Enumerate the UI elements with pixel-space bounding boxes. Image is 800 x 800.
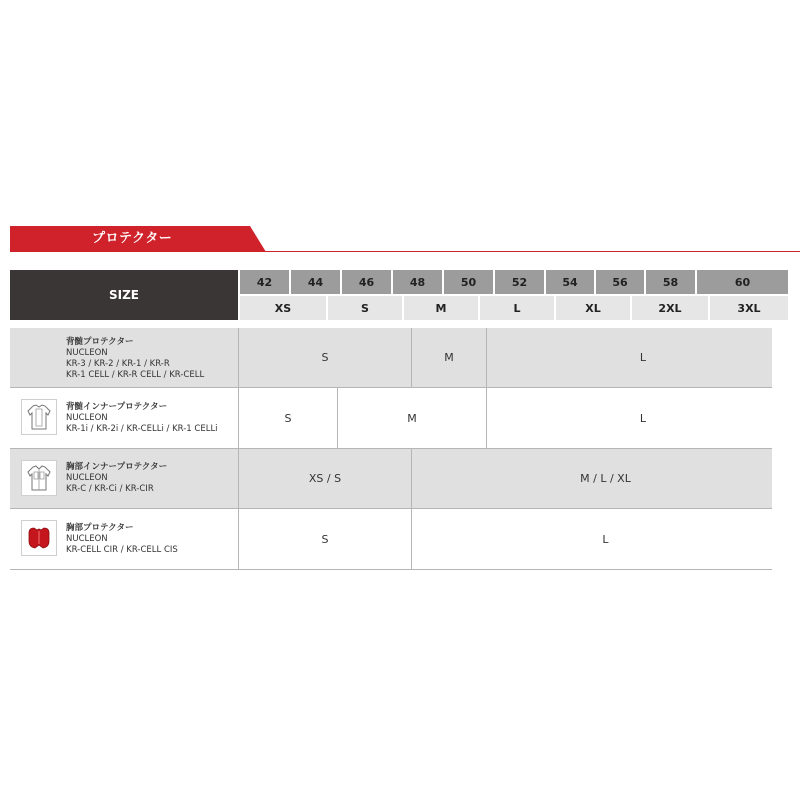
row-label: [66, 402, 218, 435]
size-letter-l: L: [480, 296, 554, 320]
row-divider: [10, 569, 772, 570]
table-row-back-protector: [10, 328, 772, 387]
size-number-58: 58: [646, 270, 695, 294]
size-value: M / L / XL: [580, 472, 631, 485]
size-value: XS / S: [308, 472, 342, 485]
model-line: NUCLEON: [66, 473, 108, 483]
size-letter-xl: XL: [556, 296, 630, 320]
chest-protector-icon: [21, 520, 57, 556]
size-header: SIZE: [10, 270, 238, 320]
protector-name: 背髄インナープロテクター: [66, 402, 168, 412]
size-value: S: [321, 351, 329, 364]
model-line: NUCLEON: [66, 534, 108, 544]
size-value: M: [407, 411, 417, 425]
size-value: S: [284, 411, 292, 425]
row-label: [66, 523, 178, 556]
size-value: L: [602, 532, 609, 546]
model-line: KR-C / KR-Ci / KR-CIR: [66, 484, 154, 494]
size-number-42: 42: [240, 270, 289, 294]
size-letter-xs: XS: [240, 296, 326, 320]
model-line: NUCLEON: [66, 413, 108, 423]
protector-name: 背髄プロテクター: [66, 337, 134, 347]
size-letter-s: S: [328, 296, 402, 320]
model-line: KR-1 CELL / KR-R CELL / KR-CELL: [66, 370, 205, 380]
size-value: M: [444, 351, 454, 364]
size-number-46: 46: [342, 270, 391, 294]
size-value: L: [639, 351, 647, 364]
table-row-chest-inner-protector: [10, 449, 772, 508]
size-letter-m: M: [404, 296, 478, 320]
model-line: NUCLEON: [66, 348, 108, 358]
jacket-back-icon: [21, 399, 57, 435]
model-line: KR-1i / KR-2i / KR-CELLi / KR-1 CELLi: [66, 424, 218, 434]
protector-name: 胸部インナープロテクター: [66, 462, 168, 472]
model-line: KR-3 / KR-2 / KR-1 / KR-R: [66, 359, 170, 369]
size-number-48: 48: [393, 270, 442, 294]
section-title-banner: [10, 226, 266, 252]
title-underline: [10, 251, 800, 252]
size-value: L: [639, 411, 647, 425]
size-number-56: 56: [596, 270, 644, 294]
protector-name: 胸部プロテクター: [66, 523, 134, 533]
size-value: S: [321, 532, 329, 546]
size-number-50: 50: [444, 270, 493, 294]
jacket-front-icon: [21, 460, 57, 496]
size-number-60: 60: [697, 270, 788, 294]
row-label: [66, 337, 204, 381]
section-title: プロテクター: [92, 231, 173, 246]
table-row-back-inner-protector: [10, 388, 772, 448]
size-number-54: 54: [546, 270, 594, 294]
model-line: KR-CELL CIR / KR-CELL CIS: [66, 545, 178, 555]
size-letter-2xl: 2XL: [632, 296, 708, 320]
size-letter-3xl: 3XL: [710, 296, 788, 320]
size-number-44: 44: [291, 270, 340, 294]
row-label: [66, 462, 167, 495]
table-row-chest-protector: [10, 509, 772, 569]
size-number-52: 52: [495, 270, 544, 294]
